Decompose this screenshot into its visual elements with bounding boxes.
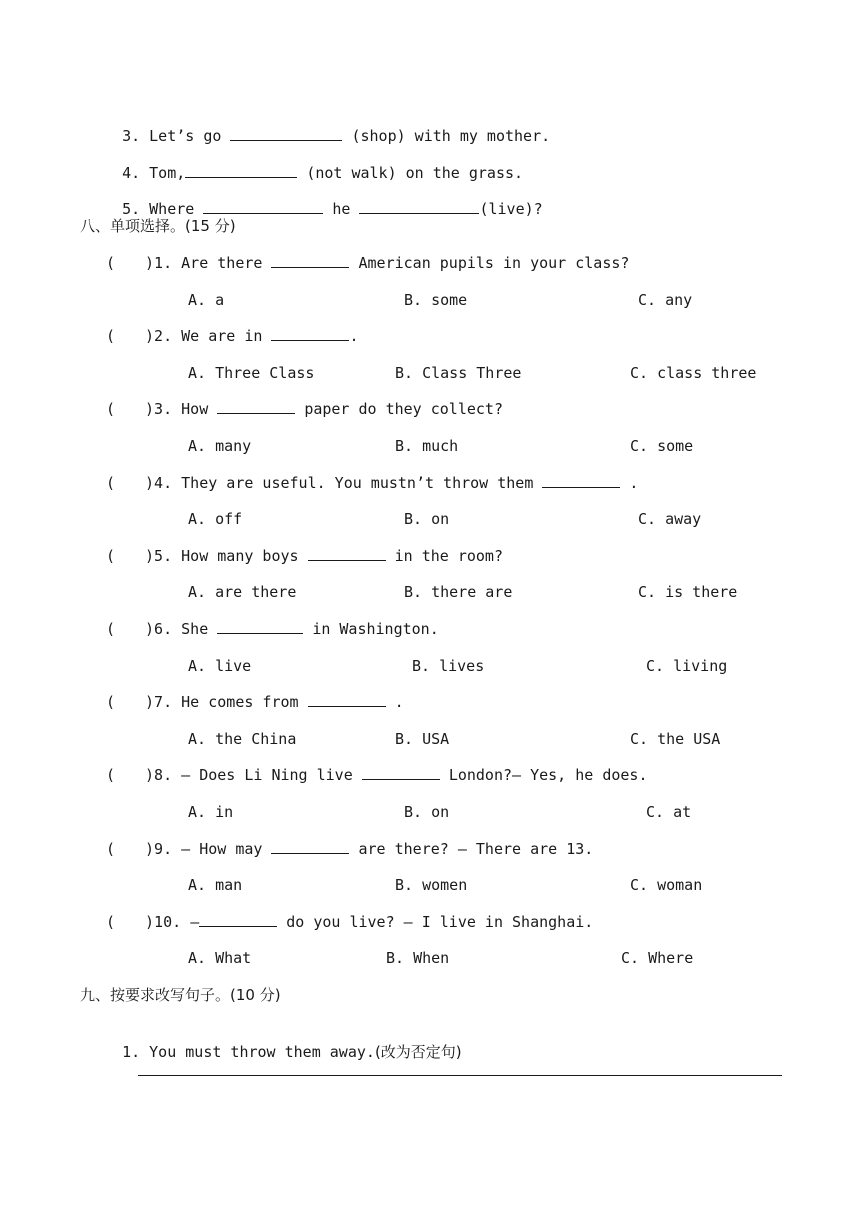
answer-paren-open: (: [106, 327, 116, 346]
question-text: London?— Yes, he does.: [448, 766, 648, 785]
question-number: )9.: [145, 839, 173, 858]
answer-blank[interactable]: [271, 839, 349, 854]
option-b[interactable]: B. on: [404, 803, 450, 821]
option-a[interactable]: A. are there: [188, 583, 297, 602]
question-1: [106, 253, 629, 273]
option-a[interactable]: A. in: [188, 803, 234, 821]
item-number: 1.: [122, 1043, 141, 1061]
question-number: )4.: [145, 473, 173, 492]
item-text: Let’s go: [149, 127, 222, 145]
answer-blank[interactable]: [230, 126, 342, 141]
option-a[interactable]: A. off: [188, 510, 243, 529]
option-c[interactable]: C. is there: [638, 583, 738, 602]
answer-blank[interactable]: [308, 546, 386, 561]
question-6: [106, 619, 439, 639]
option-b[interactable]: B. much: [395, 437, 459, 455]
question-text: — How may: [181, 839, 263, 858]
option-c[interactable]: C. at: [646, 803, 692, 821]
question-text: They are useful. You mustn’t throw them: [181, 473, 534, 492]
answer-paren-open: (: [106, 546, 116, 565]
question-text: — Does Li Ning live: [181, 766, 353, 785]
option-c[interactable]: C. class three: [630, 363, 757, 382]
question-9: [106, 839, 593, 859]
question-text: How many boys: [181, 546, 299, 565]
question-4: [106, 473, 638, 493]
answer-paren-open: (: [106, 766, 116, 785]
option-b[interactable]: B. women: [395, 876, 468, 895]
option-c[interactable]: C. some: [630, 437, 694, 455]
answer-blank[interactable]: [271, 253, 349, 268]
option-a[interactable]: A. Three Class: [188, 363, 315, 382]
option-b[interactable]: B. USA: [395, 729, 450, 748]
question-number: )10.: [145, 912, 182, 931]
answer-blank[interactable]: [359, 199, 479, 214]
question-number: )2.: [145, 327, 173, 346]
answer-blank[interactable]: [217, 619, 303, 634]
item-number: 4.: [122, 164, 141, 182]
item-text: Tom,: [149, 164, 186, 182]
question-text: .: [349, 327, 359, 346]
answer-blank[interactable]: [271, 326, 349, 341]
answer-writing-line[interactable]: [138, 1075, 782, 1076]
option-a[interactable]: A. live: [188, 656, 252, 675]
option-a[interactable]: A. the China: [188, 729, 297, 748]
question-2: [106, 326, 359, 346]
question-8: [106, 765, 648, 785]
question-number: )1.: [145, 254, 173, 272]
question-number: )6.: [145, 620, 173, 638]
answer-paren-open: (: [106, 839, 116, 858]
answer-paren-open: (: [106, 620, 116, 638]
option-c[interactable]: C. woman: [630, 876, 703, 895]
option-c[interactable]: C. Where: [621, 949, 694, 968]
option-c[interactable]: C. away: [638, 510, 702, 529]
question-number: )5.: [145, 546, 173, 565]
question-3: [106, 399, 503, 419]
answer-blank[interactable]: [217, 399, 295, 414]
question-number: )7.: [145, 693, 173, 712]
answer-blank[interactable]: [362, 765, 440, 780]
item-instruction: (改为否定句): [374, 1043, 462, 1061]
section-9-heading: 九、按要求改写句子。(10 分): [80, 986, 281, 1004]
question-text: Are there: [181, 254, 263, 272]
question-text: How: [181, 400, 209, 419]
item-text: (live)?: [479, 200, 543, 218]
item-text: You must throw them away.: [149, 1043, 375, 1061]
answer-blank[interactable]: [185, 163, 297, 178]
question-number: )3.: [145, 400, 173, 419]
question-text: .: [394, 693, 404, 712]
answer-paren-open: (: [106, 473, 116, 492]
question-text: in the room?: [394, 546, 503, 565]
option-b[interactable]: B. on: [404, 510, 450, 529]
option-a[interactable]: A. man: [188, 876, 243, 895]
question-text: are there? — There are 13.: [358, 839, 594, 858]
option-c[interactable]: C. living: [646, 656, 728, 675]
question-text: —: [190, 912, 200, 931]
rewrite-item-1: [104, 1022, 462, 1062]
answer-paren-open: (: [106, 693, 116, 712]
question-text: He comes from: [181, 693, 299, 712]
question-text: American pupils in your class?: [358, 254, 630, 272]
question-text: paper do they collect?: [304, 400, 503, 419]
option-a[interactable]: A. many: [188, 437, 252, 455]
option-b[interactable]: B. some: [404, 290, 468, 309]
question-text: We are in: [181, 327, 263, 346]
option-a[interactable]: A. What: [188, 949, 252, 968]
question-text: .: [629, 473, 639, 492]
answer-blank[interactable]: [308, 692, 386, 707]
item-number: 5.: [122, 200, 141, 218]
item-text: he: [332, 200, 351, 218]
answer-blank[interactable]: [542, 473, 620, 488]
option-b[interactable]: B. lives: [412, 656, 485, 675]
item-text: (not walk) on the grass.: [306, 164, 524, 182]
section-8-heading: 八、单项选择。(15 分): [80, 217, 236, 235]
item-text: Where: [149, 200, 195, 218]
option-c[interactable]: C. the USA: [630, 729, 721, 748]
answer-blank[interactable]: [199, 912, 277, 927]
answer-paren-open: (: [106, 912, 116, 931]
answer-blank[interactable]: [203, 199, 323, 214]
option-b[interactable]: B. When: [386, 949, 450, 968]
answer-paren-open: (: [106, 400, 116, 419]
question-number: )8.: [145, 766, 173, 785]
question-text: do you live? — I live in Shanghai.: [286, 912, 594, 931]
answer-paren-open: (: [106, 254, 116, 272]
fill-item-3: [104, 106, 550, 146]
question-10: [106, 912, 593, 932]
option-c[interactable]: C. any: [638, 290, 693, 309]
option-a[interactable]: A. a: [188, 290, 225, 309]
question-5: [106, 546, 503, 566]
item-number: 3.: [122, 127, 141, 145]
fill-item-4: [104, 143, 523, 183]
question-7: [106, 692, 404, 712]
fill-item-5: [104, 179, 543, 219]
question-text: in Washington.: [312, 620, 439, 638]
option-b[interactable]: B. there are: [404, 583, 513, 602]
option-b[interactable]: B. Class Three: [395, 363, 522, 382]
item-text: (shop) with my mother.: [351, 127, 551, 145]
question-text: She: [181, 620, 209, 638]
